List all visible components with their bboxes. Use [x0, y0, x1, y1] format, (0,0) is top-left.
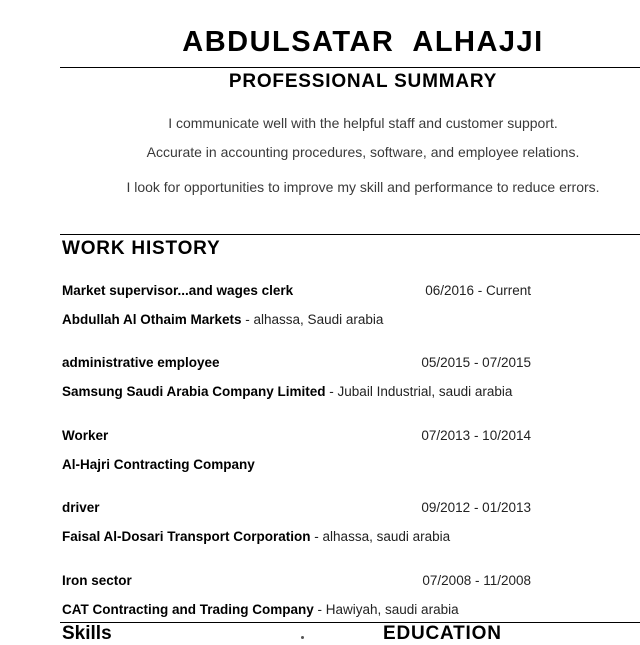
- job-employer: [62, 529, 450, 544]
- header-divider: [60, 67, 640, 68]
- bullet-mark: [301, 636, 304, 639]
- job-title: Market supervisor...and wages clerk: [62, 283, 294, 298]
- job-dates: 07/2008 - 11/2008: [422, 573, 531, 588]
- job-employer: [62, 602, 459, 617]
- job-dates: 06/2016 - Current: [425, 283, 531, 298]
- summary-line: I communicate well with the helpful staff and customer support.: [168, 115, 558, 131]
- company-location: - alhassa, saudi arabia: [310, 529, 451, 544]
- education-heading: EDUCATION: [383, 623, 502, 644]
- work-history-divider: [60, 234, 640, 235]
- job-title: Worker: [62, 428, 109, 443]
- job-dates: 09/2012 - 01/2013: [421, 500, 531, 515]
- work-history-heading: WORK HISTORY: [62, 238, 221, 259]
- company-name: Al-Hajri Contracting Company: [62, 457, 255, 472]
- company-name: CAT Contracting and Trading Company: [62, 602, 314, 617]
- job-title: driver: [62, 500, 100, 515]
- job-title: administrative employee: [62, 355, 220, 370]
- summary-line: Accurate in accounting procedures, software, and employee relations.: [146, 144, 580, 160]
- company-location: - alhassa, Saudi arabia: [241, 312, 384, 327]
- company-location: - Jubail Industrial, saudi arabia: [325, 384, 513, 399]
- job-employer: [62, 457, 255, 472]
- candidate-name: ABDULSATAR ALHAJJI: [182, 26, 544, 58]
- job-dates: 07/2013 - 10/2014: [421, 428, 531, 443]
- company-location: - Hawiyah, saudi arabia: [313, 602, 459, 617]
- company-name: Abdullah Al Othaim Markets: [62, 312, 242, 327]
- company-name: Samsung Saudi Arabia Company Limited: [62, 384, 326, 399]
- summary-line: I look for opportunities to improve my skill and performance to reduce errors.: [126, 179, 600, 195]
- job-employer: [62, 384, 512, 399]
- bottom-divider: [60, 622, 640, 623]
- company-name: Faisal Al-Dosari Transport Corporation: [62, 529, 311, 544]
- job-title: Iron sector: [62, 573, 132, 588]
- job-dates: 05/2015 - 07/2015: [421, 355, 531, 370]
- skills-heading: Skills: [62, 623, 112, 644]
- summary-heading: PROFESSIONAL SUMMARY: [228, 71, 498, 92]
- job-employer: [62, 312, 383, 327]
